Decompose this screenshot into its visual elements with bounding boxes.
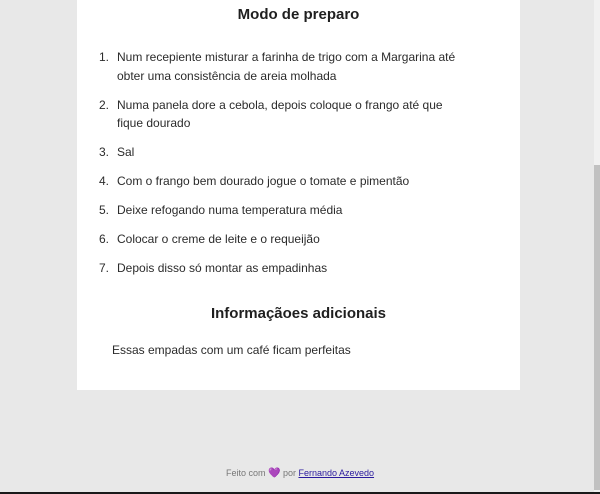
step-text: Depois disso só montar as empadinhas xyxy=(117,261,328,275)
list-item xyxy=(99,230,471,249)
step-number: 1. xyxy=(99,50,110,64)
author-link[interactable]: Fernando Azevedo xyxy=(298,468,375,478)
step-number: 4. xyxy=(99,174,110,188)
step-number: 5. xyxy=(99,203,110,217)
step-number: 6. xyxy=(99,232,110,246)
step-text: Colocar o creme de leite e o requeijão xyxy=(117,232,320,246)
steps-title: Modo de preparo xyxy=(237,6,360,23)
heart-icon: 💜 xyxy=(267,468,281,479)
footer-by: por xyxy=(282,468,296,478)
steps-list xyxy=(99,48,471,288)
step-number: 2. xyxy=(99,97,110,112)
step-text: Num recepiente misturar a farinha de trigo com a Margarina até obter uma consistência de areia molhada xyxy=(117,50,456,83)
info-title: Informaçãoes adicionais xyxy=(210,305,387,322)
footer-prefix: Feito com xyxy=(225,468,266,478)
step-text: Numa panela dore a cebola, depois coloque o frango até que fique dourado xyxy=(117,97,443,130)
info-text: Essas empadas com um café ficam perfeitas xyxy=(112,343,351,357)
step-number: 7. xyxy=(99,261,110,275)
step-text: Deixe refogando numa temperatura média xyxy=(117,203,343,217)
scrollbar-thumb[interactable] xyxy=(594,165,600,490)
page-scrollbar[interactable] xyxy=(594,0,600,494)
list-item xyxy=(99,172,471,191)
list-item xyxy=(99,48,471,85)
list-item xyxy=(99,143,471,162)
recipe-card xyxy=(77,0,520,390)
step-number: 3. xyxy=(99,145,110,159)
list-item xyxy=(99,201,471,220)
step-text: Sal xyxy=(117,145,135,159)
list-item xyxy=(99,259,471,278)
list-item xyxy=(99,96,471,133)
step-text: Com o frango bem dourado jogue o tomate e pimentão xyxy=(117,174,410,188)
footer xyxy=(0,468,600,479)
